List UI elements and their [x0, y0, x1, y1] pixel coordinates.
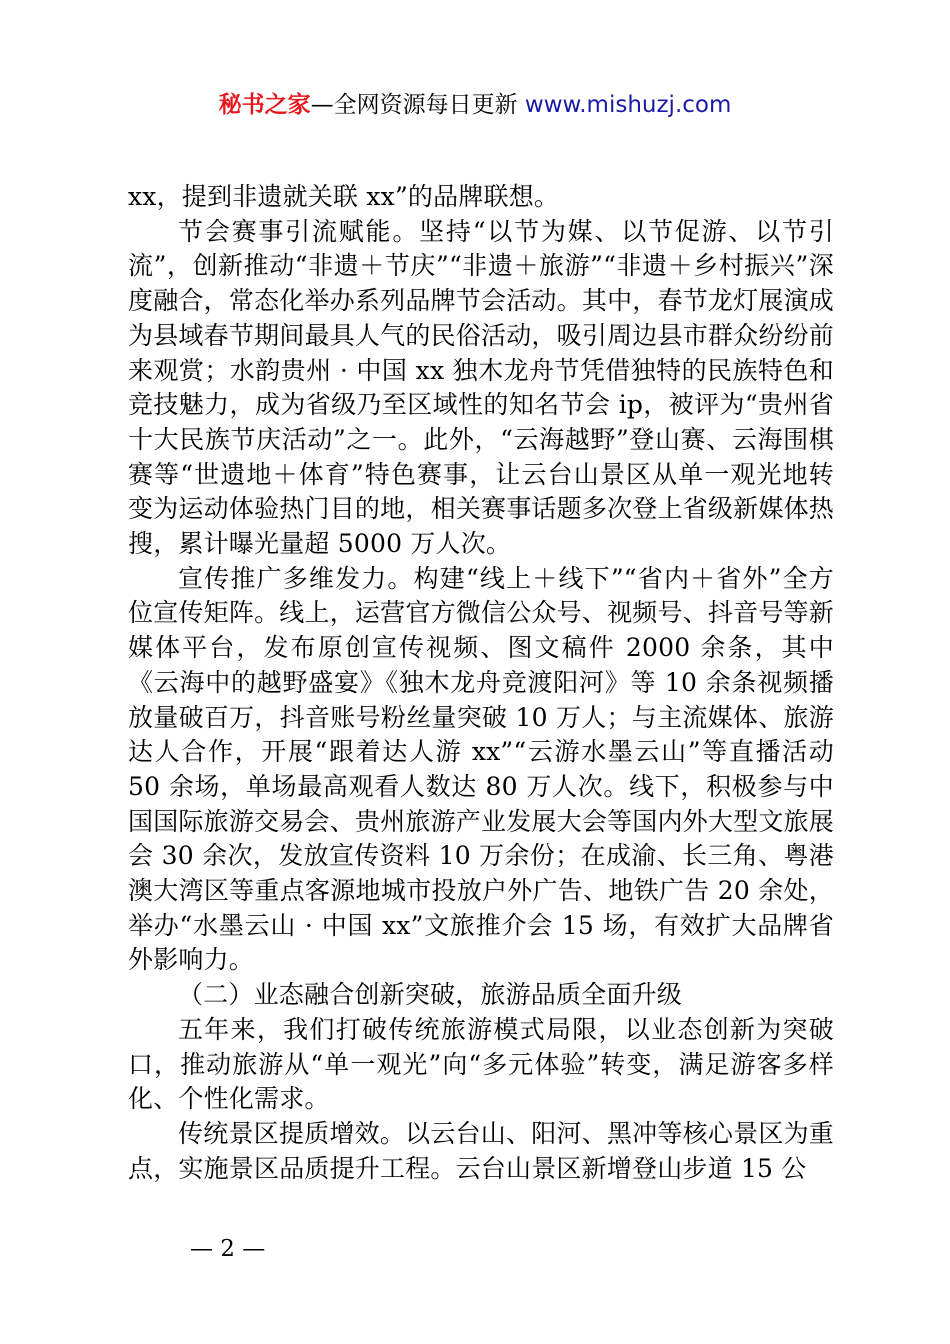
- paragraph-scenic-upgrade: 传统景区提质增效。以云台山、阳河、黑冲等核心景区为重点，实施景区品质提升工程。云台山景区新增登山步道 15 公: [128, 1118, 834, 1183]
- paragraph-continuation: xx，提到非遗就关联 xx”的品牌联想。: [128, 182, 560, 211]
- site-slogan: —全网资源每日更新: [310, 92, 518, 118]
- page-number: — 2 —: [190, 1236, 266, 1262]
- site-brand: 秘书之家: [218, 92, 311, 118]
- paragraph-section-intro: 五年来，我们打破传统旅游模式局限，以业态创新为突破口，推动旅游从“单一观光”向“多元体验”转变，满足游客多样化、个性化需求。: [128, 1014, 834, 1114]
- section-heading: （二）业态融合创新突破，旅游品质全面升级: [178, 980, 683, 1010]
- document-body: [128, 180, 834, 1186]
- paragraph-promotion: 宣传推广多维发力。构建“线上＋线下”“省内＋省外”全方位宣传矩阵。线上，运营官方微信公众号、视频号、抖音号等新媒体平台，发布原创宣传视频、图文稿件 2000 余条，其中《云海中的越野盛宴》《独木龙舟竞渡阳河》等 10 余条视频播放量破百万，抖音账号粉丝量突破 10 万人；与主流媒体、旅游达人合作，开展“跟着达人游 xx”“云游水墨云山”等直播活动 50 余场，单场最高观看人数达 80 万人次。线下，积极参与中国国际旅游交易会、贵州旅游产业发展大会等国内外大型文旅展会 30 余次，发放宣传资料 10 万余份；在成渝、长三角、粤港澳大湾区等重点客源地城市投放户外广告、地铁广告 20 余处，举办“水墨云山 · 中国 xx”文旅推介会 15 场，有效扩大品牌省外影响力。: [128, 563, 834, 975]
- site-url-link[interactable]: www.mishuzj.com: [524, 92, 732, 118]
- paragraph-festival-events: 节会赛事引流赋能。坚持“以节为媒、以节促游、以节引流”，创新推动“非遗＋节庆”“非遗＋旅游”“非遗＋乡村振兴”深度融合，常态化举办系列品牌节会活动。其中，春节龙灯展演成为县域春节期间最具人气的民俗活动，吸引周边县市群众纷纷前来观赏；水韵贵州 · 中国 xx 独木龙舟节凭借独特的民族特色和竞技魅力，成为省级乃至区域性的知名节会 ip，被评为“贵州省十大民族节庆活动”之一。此外，“云海越野”登山赛、云海围棋赛等“世遗地＋体育”特色赛事，让云台山景区从单一观光地转变为运动体验热门目的地，相关赛事话题多次登上省级新媒体热搜，累计曝光量超 5000 万人次。: [128, 216, 834, 559]
- site-header: [0, 88, 950, 122]
